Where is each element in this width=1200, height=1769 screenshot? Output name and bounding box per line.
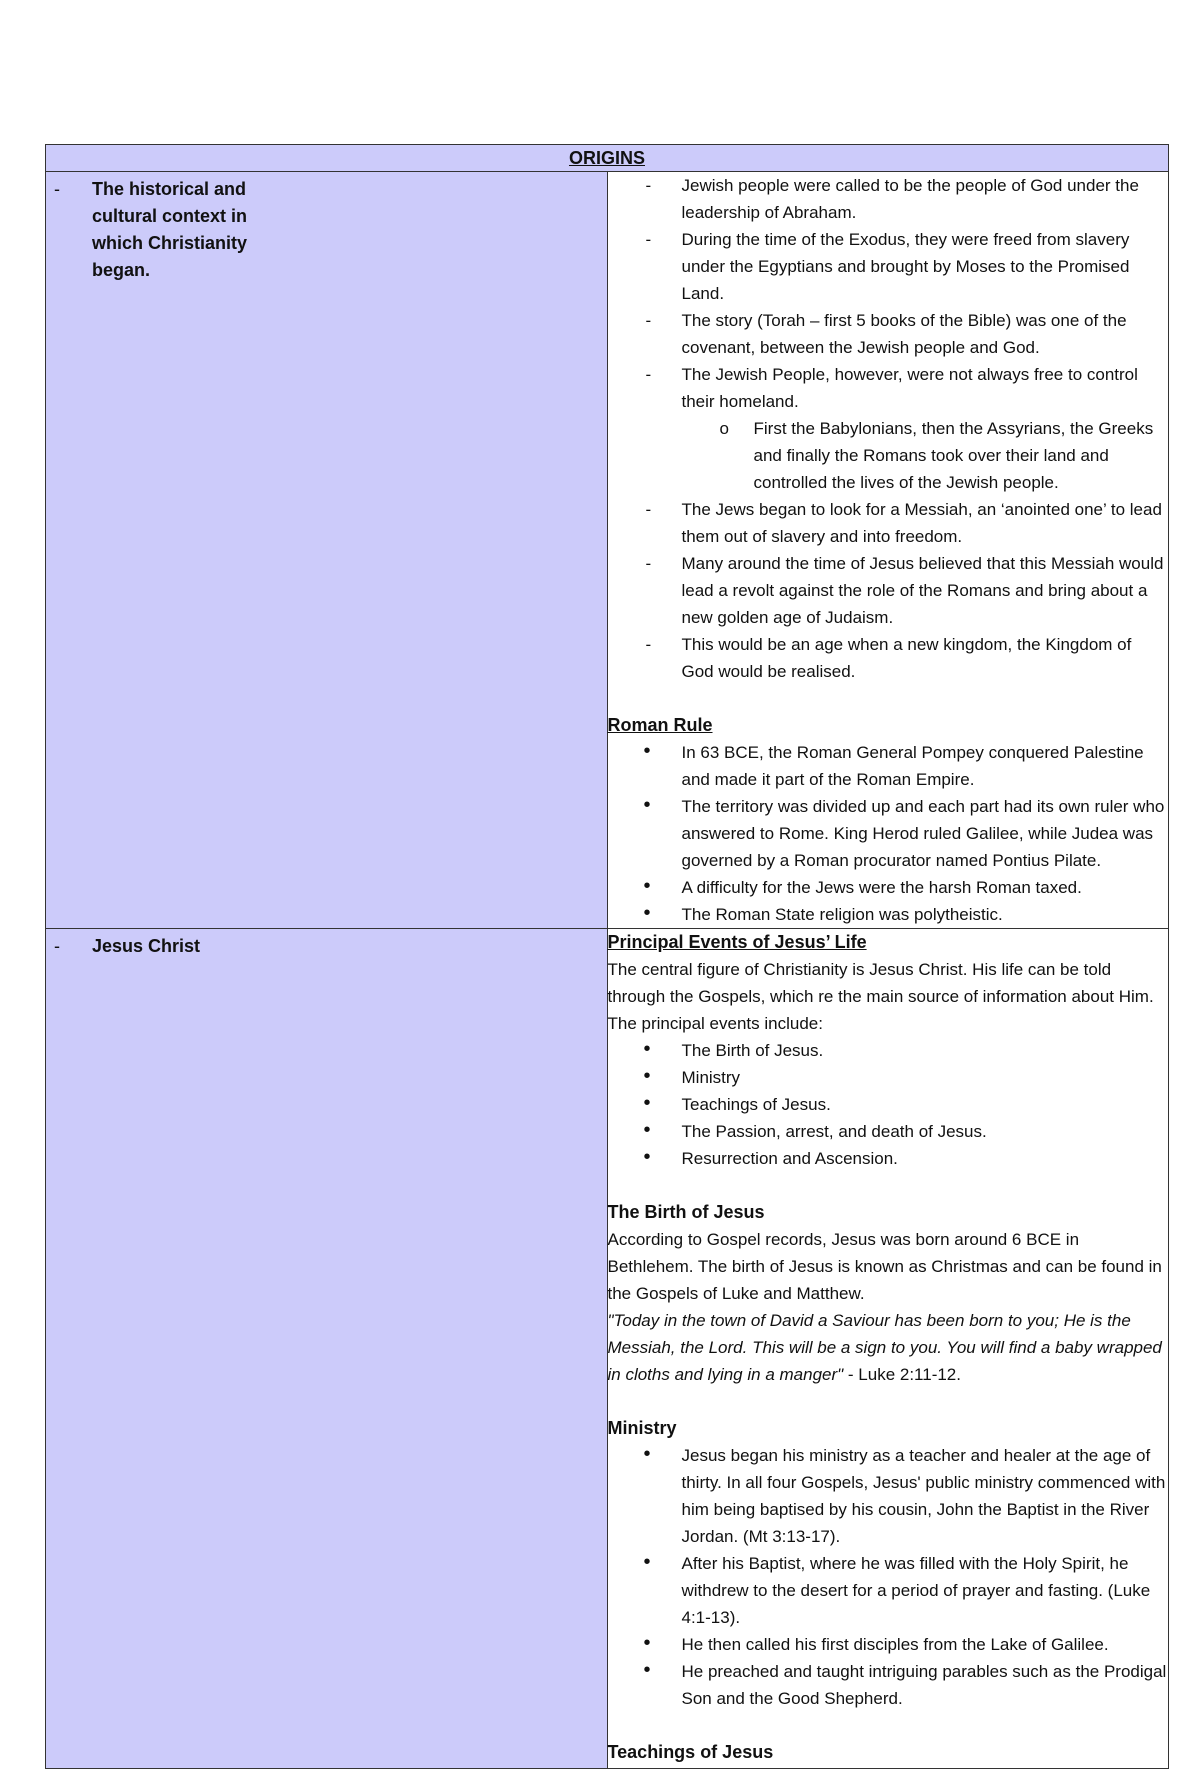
dash-list bbox=[608, 172, 1169, 415]
bullet-icon: • bbox=[643, 1065, 651, 1087]
principal-text: The central figure of Christianity is Jesus Christ. His life can be told through the Gospels, which re the main source of information about Him. The principal events include: bbox=[607, 960, 1154, 1033]
list-item: - The story (Torah – first 5 books of the Bible) was one of the covenant, between the Jewish people and God. bbox=[645, 311, 1127, 357]
bullet-icon: • bbox=[643, 1146, 651, 1168]
birth-quote-block bbox=[608, 1307, 1169, 1388]
list-item: • The Roman State religion was polytheistic. bbox=[608, 901, 1169, 928]
list-item: - The Jews began to look for a Messiah, an ‘anointed one’ to lead them out of slavery and into freedom. bbox=[645, 500, 1162, 546]
bullet-icon: • bbox=[643, 794, 651, 816]
bullet-icon: • bbox=[643, 1659, 651, 1681]
list-item: • Jesus began his ministry as a teacher and healer at the age of thirty. In all four Gospels, Jesus' public ministry commenced with him being baptised by his cousin, John the Baptist in the River Jordan. (Mt 3:13-17). bbox=[643, 1443, 1166, 1546]
bullet-icon: • bbox=[643, 875, 651, 897]
bullet-icon: • bbox=[643, 1632, 651, 1654]
dash-marker: - bbox=[54, 179, 60, 199]
bullet-icon: • bbox=[643, 1551, 651, 1573]
right-cell-jesus bbox=[607, 929, 1169, 1769]
list-item: - This would be an age when a new kingdom, the Kingdom of God would be realised. bbox=[645, 635, 1132, 681]
row-label-jesus: Jesus Christ bbox=[92, 936, 201, 956]
list-item: • In 63 BCE, the Roman General Pompey conquered Palestine and made it part of the Roman Empire. bbox=[643, 740, 1144, 789]
list-item: • After his Baptist, where he was filled with the Holy Spirit, he withdrew to the desert for a period of prayer and fasting. (Luke 4:1-13). bbox=[643, 1551, 1151, 1627]
bullet-icon: • bbox=[643, 1119, 651, 1141]
list-item: - The Jewish People, however, were not always free to control their homeland. bbox=[645, 365, 1138, 411]
list-item: • Teachings of Jesus. bbox=[608, 1091, 1169, 1118]
dash-list bbox=[608, 496, 1169, 685]
heading-teachings: Teachings of Jesus bbox=[607, 1742, 774, 1762]
list-item: • The Passion, arrest, and death of Jesus. bbox=[608, 1118, 1169, 1145]
bullet-icon: • bbox=[643, 902, 651, 924]
bullet-list bbox=[608, 739, 1169, 928]
list-item: - Many around the time of Jesus believed that this Messiah would lead a revolt against the role of the Romans and bring about a new golden age of Judaism. bbox=[645, 554, 1164, 627]
heading-roman-rule: Roman Rule bbox=[607, 715, 713, 735]
bullet-icon: • bbox=[643, 1092, 651, 1114]
list-item: • Ministry bbox=[608, 1064, 1169, 1091]
circle-bullet: o bbox=[719, 419, 729, 438]
bullet-icon: • bbox=[643, 1038, 651, 1060]
birth-quote: "Today in the town of David a Saviour has been born to you; He is the Messiah, the Lord. This will be a sign to you. You will find a baby wrapped in cloths and lying in a manger" bbox=[607, 1311, 1162, 1384]
list-item: • Resurrection and Ascension. bbox=[608, 1145, 1169, 1172]
table-row bbox=[46, 172, 1169, 929]
table-row bbox=[46, 929, 1169, 1769]
list-item: • The territory was divided up and each part had its own ruler who answered to Rome. King Herod ruled Galilee, while Judea was governed by a Roman procurator named Pontius Pilate. bbox=[643, 794, 1165, 870]
list-item: - Jewish people were called to be the people of God under the leadership of Abraham. bbox=[645, 176, 1139, 222]
row-label-context: The historical and cultural context in which Christianity began. bbox=[92, 179, 248, 280]
heading-ministry: Ministry bbox=[607, 1418, 677, 1438]
list-item: • A difficulty for the Jews were the harsh Roman taxed. bbox=[608, 874, 1169, 901]
list-item: • The Birth of Jesus. bbox=[608, 1037, 1169, 1064]
list-item: • He then called his first disciples from the Lake of Galilee. bbox=[608, 1631, 1169, 1658]
list-item: • He preached and taught intriguing parables such as the Prodigal Son and the Good Shepherd. bbox=[643, 1659, 1167, 1708]
bullet-icon: • bbox=[643, 740, 651, 762]
sub-list-item: o First the Babylonians, then the Assyrians, the Greeks and finally the Romans took over their land and controlled the lives of the Jewish people. bbox=[608, 415, 1169, 496]
right-cell-context bbox=[607, 172, 1169, 929]
sub-list bbox=[608, 415, 1169, 496]
left-cell-context bbox=[46, 172, 608, 929]
origins-table bbox=[45, 144, 1169, 1769]
birth-text: According to Gospel records, Jesus was born around 6 BCE in Bethlehem. The birth of Jesus is known as Christmas and can be found in the Gospels of Luke and Matthew. bbox=[607, 1230, 1162, 1303]
table-title bbox=[46, 145, 1169, 172]
dash-marker: - bbox=[54, 936, 60, 956]
list-item: - During the time of the Exodus, they were freed from slavery under the Egyptians and brought by Moses to the Promised Land. bbox=[645, 230, 1130, 303]
birth-reference: - Luke 2:11-12. bbox=[843, 1365, 961, 1384]
bullet-icon: • bbox=[643, 1443, 651, 1465]
bullet-list bbox=[608, 1442, 1169, 1712]
heading-principal-events: Principal Events of Jesus’ Life bbox=[607, 932, 867, 952]
title-text: ORIGINS bbox=[568, 148, 645, 168]
bullet-list bbox=[608, 1037, 1169, 1172]
left-cell-jesus bbox=[46, 929, 608, 1769]
heading-birth: The Birth of Jesus bbox=[607, 1202, 765, 1222]
